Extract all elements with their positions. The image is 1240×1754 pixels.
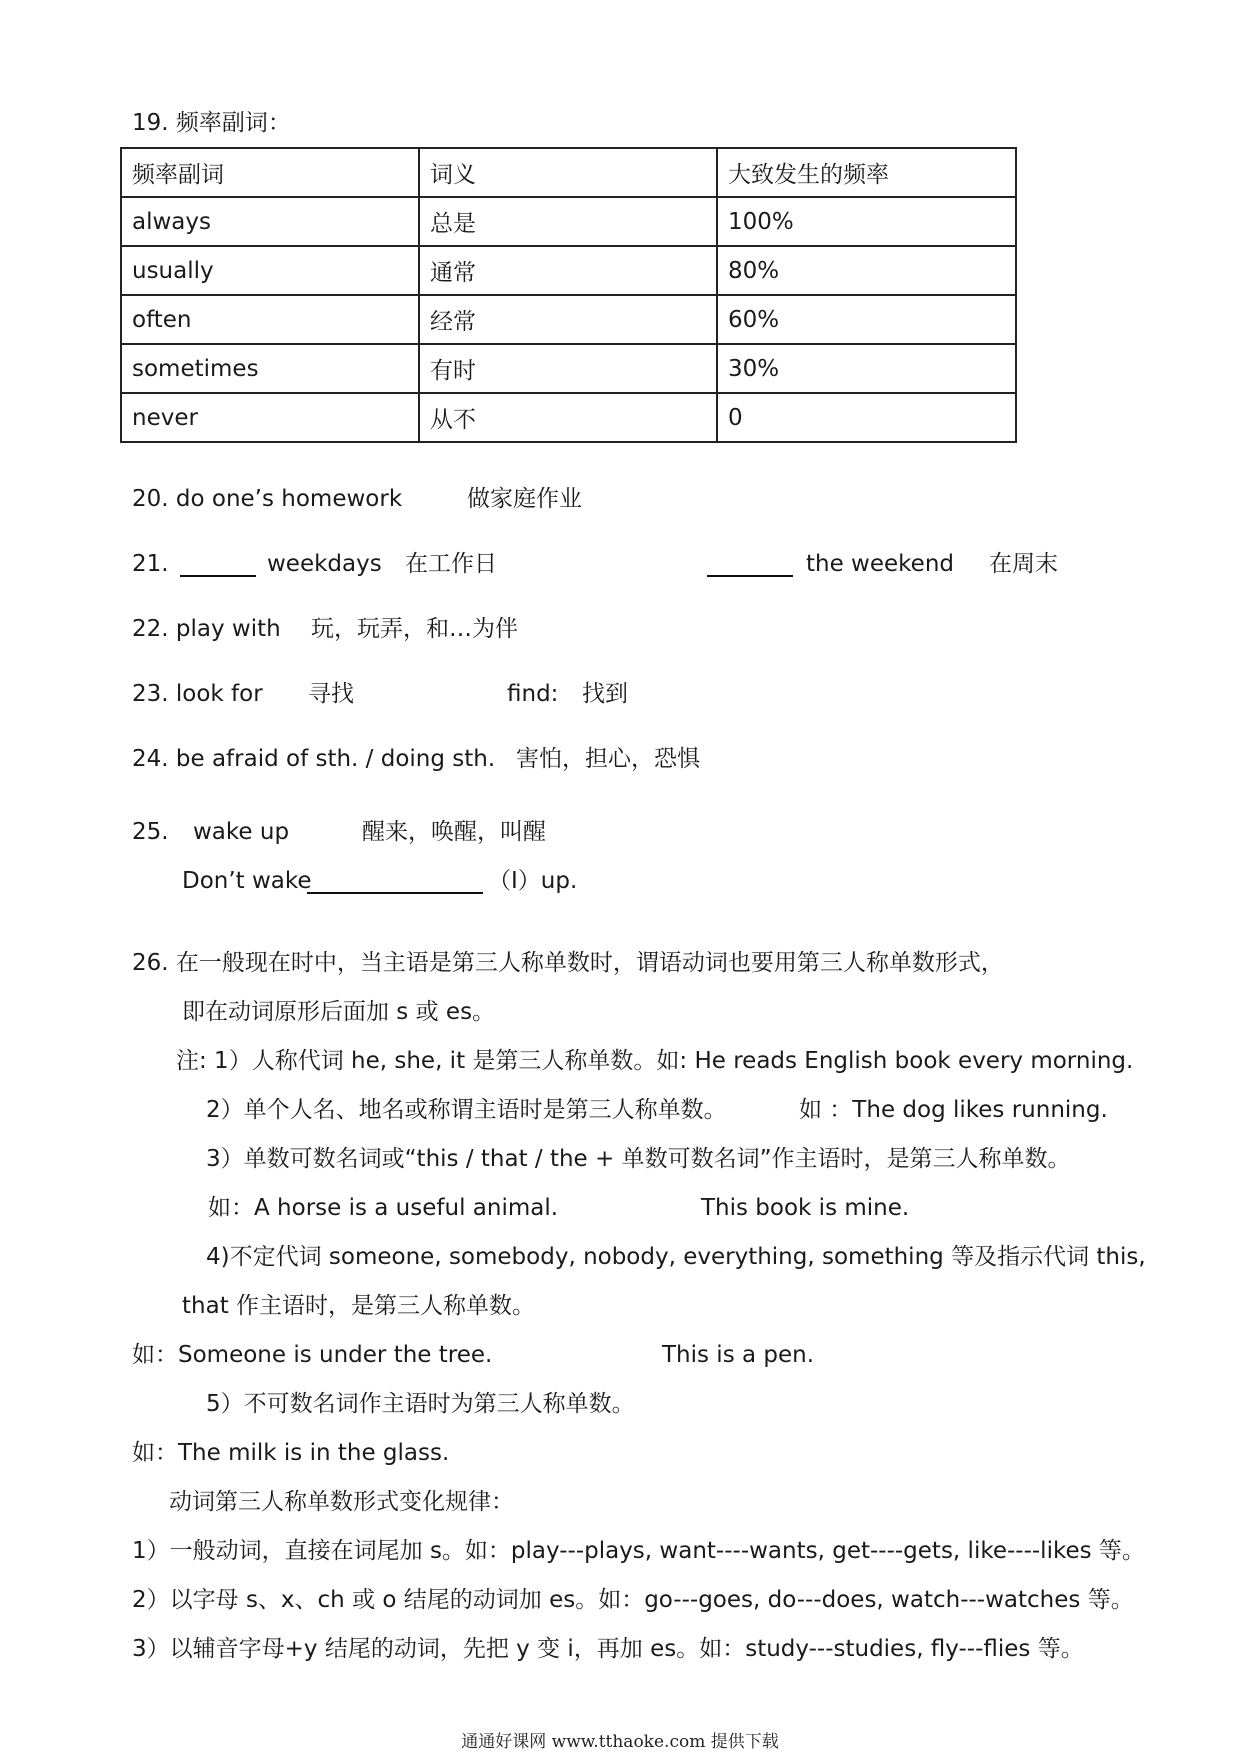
item-21-meaning-1: 在工作日 [405, 551, 497, 577]
item-21-meaning-2: 在周末 [989, 551, 1058, 577]
table-cell: 总是 [419, 197, 717, 246]
item-20-meaning: 做家庭作业 [467, 486, 582, 512]
item-26-rules-title: 动词第三人称单数形式变化规律： [169, 1489, 514, 1515]
item-26-rule-3: 3）以辅音字母+y 结尾的动词，先把 y 变 i，再加 es。如：study---studies, fly---flies 等。 [132, 1636, 1084, 1662]
table-header-row [121, 148, 1016, 197]
table-row [121, 393, 1016, 442]
table-cell: 80% [717, 246, 1016, 295]
item-20-phrase: 20. do one’s homework [132, 486, 403, 512]
table-cell: 从不 [419, 393, 717, 442]
table-row [121, 344, 1016, 393]
item-26-note-4-example-1: 如：Someone is under the tree. [132, 1342, 493, 1368]
table-cell: often [121, 295, 419, 344]
table-cell: 通常 [419, 246, 717, 295]
item-26-note-4-example-2: This is a pen. [662, 1342, 815, 1368]
item-21-phrase-2: the weekend [806, 551, 954, 577]
table-cell: 60% [717, 295, 1016, 344]
table-cell: never [121, 393, 419, 442]
item-26-rule-1: 1）一般动词，直接在词尾加 s。如：play---plays, want----wants, get----gets, like----likes 等。 [132, 1538, 1145, 1564]
item-25-number: 25. [132, 819, 169, 845]
page-footer: 通通好课网 www.tthaoke.com 提供下载 [461, 1732, 779, 1752]
item-21-blank-2 [707, 557, 793, 577]
item-26-note-4-line-2: that 作主语时，是第三人称单数。 [182, 1293, 536, 1319]
item-22-meaning: 玩，玩弄，和…为伴 [311, 616, 518, 642]
table-cell: 经常 [419, 295, 717, 344]
item-26-note-4-line-1: 4)不定代词 someone, somebody, nobody, everything, something 等及指示代词 this, [206, 1244, 1146, 1270]
item-25-phrase: wake up [193, 819, 290, 845]
table-row [121, 295, 1016, 344]
item-26-note-3: 3）单数可数名词或“this / that / the + 单数可数名词”作主语时，是第三人称单数。 [206, 1146, 1071, 1172]
item-23-phrase: 23. look for [132, 681, 263, 707]
frequency-adverb-table [120, 147, 1017, 443]
item-21-blank-1 [180, 557, 256, 577]
item-26-note-1: 注: 1）人称代词 he, she, it 是第三人称单数。如: He reads English book every morning. [176, 1048, 1134, 1074]
item-23-extra-meaning: 找到 [582, 681, 628, 707]
item-26-rule-2: 2）以字母 s、x、ch 或 o 结尾的动词加 es。如：go---goes, do---does, watch---watches 等。 [132, 1587, 1134, 1613]
item-19-title: 19. 频率副词： [132, 110, 291, 136]
item-26-note-5-example: 如：The milk is in the glass. [132, 1440, 450, 1466]
item-22-phrase: 22. play with [132, 616, 281, 642]
table-cell: 有时 [419, 344, 717, 393]
item-24-meaning: 害怕，担心，恐惧 [516, 746, 700, 772]
item-25-meaning: 醒来，唤醒，叫醒 [362, 819, 546, 845]
table-header-cell: 词义 [419, 148, 717, 197]
table-header-cell: 频率副词 [121, 148, 419, 197]
table-cell: sometimes [121, 344, 419, 393]
item-25-exercise-start: Don’t wake [182, 868, 312, 894]
item-21-number: 21. [132, 551, 169, 577]
table-cell: usually [121, 246, 419, 295]
item-26-note-5: 5）不可数名词作主语时为第三人称单数。 [206, 1391, 635, 1417]
table-row [121, 197, 1016, 246]
table-header-cell: 大致发生的频率 [717, 148, 1016, 197]
item-26-note-3-example-2: This book is mine. [701, 1195, 910, 1221]
item-25-exercise-end: （I）up. [488, 868, 578, 894]
item-26-note-2-example: 如 ：The dog likes running. [799, 1097, 1108, 1123]
item-26-line-2: 即在动词原形后面加 s 或 es。 [182, 999, 496, 1025]
table-cell: 0 [717, 393, 1016, 442]
item-24-phrase: 24. be afraid of sth. / doing sth. [132, 746, 496, 772]
table-row [121, 246, 1016, 295]
table-cell: 30% [717, 344, 1016, 393]
item-26-note-2: 2）单个人名、地名或称谓主语时是第三人称单数。 [206, 1097, 727, 1123]
table-cell: 100% [717, 197, 1016, 246]
table-cell: always [121, 197, 419, 246]
item-26-line-1: 26. 在一般现在时中，当主语是第三人称单数时，谓语动词也要用第三人称单数形式， [132, 950, 1004, 976]
item-26-note-3-example-1: 如：A horse is a useful animal. [208, 1195, 559, 1221]
item-23-meaning: 寻找 [308, 681, 354, 707]
item-25-answer-blank [307, 874, 483, 894]
item-23-extra-phrase: find: [507, 681, 559, 707]
item-21-phrase-1: weekdays [267, 551, 382, 577]
